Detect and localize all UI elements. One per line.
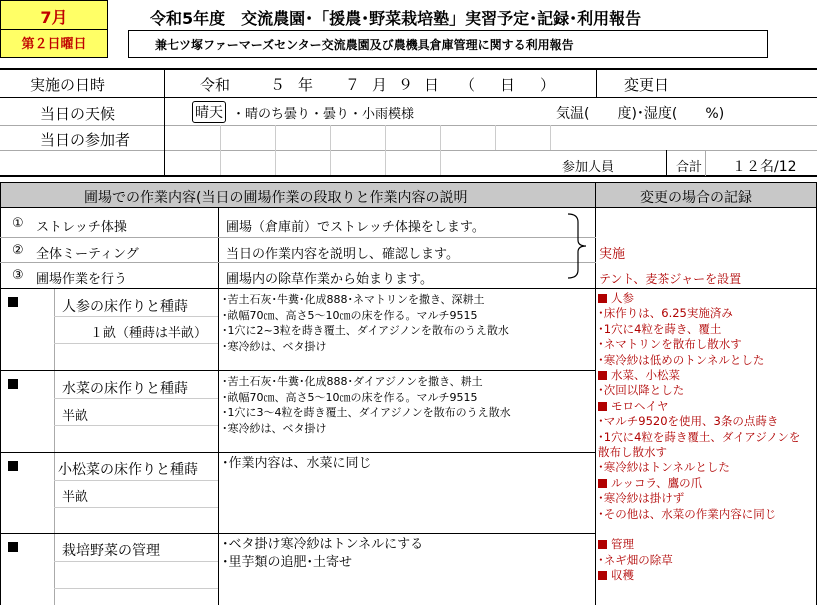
record-line: 収穫 (598, 568, 814, 583)
task-3-sub: 半畝 (62, 490, 89, 505)
record-bullet-icon (598, 371, 607, 380)
task-2-lines (222, 374, 511, 436)
weather-selected[interactable]: 晴天 (192, 101, 226, 123)
task-1-line: ･寒冷紗は、ベタ掛け (222, 339, 327, 353)
work-header: 圃場での作業内容(当日の圃場作業の段取りと作業内容の説明 (84, 190, 468, 206)
record-line: ルッコラ、鷹の爪 (598, 476, 814, 491)
step-3-desc: 圃場内の除草作業から始まります。 (226, 272, 433, 287)
record-line: ･寒冷紗はトンネルとした (598, 460, 730, 475)
date-day-unit: 日 (424, 76, 440, 94)
date-year: ５ (270, 76, 286, 94)
date-month: ７ (345, 76, 361, 94)
step-3-name: 圃場作業を行う (36, 272, 128, 287)
record-line: ･ネマトリンを散布し散水す (598, 337, 742, 352)
date-month-unit: 月 (372, 76, 388, 94)
weather-options: ・晴のち曇り・曇り・小雨模様 (232, 107, 415, 122)
task-1-bullet (8, 297, 18, 307)
total-label: 合計 (676, 160, 703, 175)
record-line: ･ネギ畑の除草 (598, 552, 673, 567)
temp-humidity: 気温( 度)･湿度( %) (556, 106, 725, 122)
task-1-line: ･畝幅70㎝、高さ5～10㎝の床を作る。マルチ9515 (222, 308, 478, 322)
record-bullet-icon (598, 571, 607, 580)
record-line: ･マルチ9520を使用、3条の点蒔き (598, 414, 779, 429)
info-block (0, 68, 817, 176)
record-bullet-icon (598, 402, 607, 411)
weekday-close: ） (540, 76, 556, 94)
task-4-name: 栽培野菜の管理 (62, 543, 160, 559)
date-year-unit: 年 (298, 76, 314, 94)
date-day: ９ (398, 76, 414, 94)
record-bullet-icon (598, 540, 607, 549)
step-2-desc: 当日の作業内容を説明し、確認します。 (226, 247, 459, 262)
weekday: 日 (500, 76, 516, 94)
task-1-name: 人参の床作りと種蒔 (62, 299, 188, 315)
record-line: ･1穴に4粒を蒔き覆土、ダイアジノンを (598, 429, 801, 444)
total-value: １２名/12 (732, 159, 797, 175)
task-2-sub: 半畝 (62, 409, 89, 424)
record-line: ･その他は、水菜の作業内容に同じ (598, 506, 777, 521)
step-1-num: ① (12, 216, 24, 231)
record-line: ･1穴に4粒を蒔き、覆土 (598, 321, 722, 336)
task-3-name: 小松菜の床作りと種蒔 (58, 462, 198, 478)
weather-label: 当日の天候 (40, 105, 116, 123)
step-1-name: ストレッチ体操 (36, 220, 127, 235)
step-3-note: テント、麦茶ジャーを設置 (599, 272, 742, 286)
member-label: 参加人員 (562, 160, 615, 175)
record-line: 水菜、小松菜 (598, 368, 814, 383)
task-4-lines (222, 536, 423, 572)
record-bullet-icon (598, 294, 607, 303)
record-line: ･寒冷紗は低めのトンネルとした (598, 352, 765, 367)
change-header: 変更の場合の記録 (640, 190, 752, 206)
task-1-line: ･1穴に2~3粒を蒔き覆土、ダイアジノンを散布のうえ散水 (222, 324, 509, 337)
step-3-num: ③ (12, 268, 24, 283)
step-1-desc: 圃場（倉庫前）でストレッチ体操をします。 (226, 220, 485, 235)
task-2-line: ･苦土石灰･牛糞･化成888･ダイアジノンを撒き、耕土 (222, 375, 483, 388)
participants-label: 当日の参加者 (40, 131, 131, 149)
step-2-num: ② (12, 243, 24, 258)
date-label: 実施の日時 (30, 76, 106, 94)
task-1-lines (222, 292, 509, 354)
date-era: 令和 (200, 76, 231, 94)
day-label: 第２日曜日 (21, 37, 87, 52)
record-line: ･床作りは、6.25実施済み (598, 306, 733, 321)
record-bullet-icon (598, 479, 607, 488)
task-4-line: ･里芋類の追肥･土寄せ (222, 555, 353, 570)
task-2-name: 水菜の床作りと種蒔 (62, 381, 188, 397)
records-list (598, 291, 814, 584)
record-line: ･次回以降とした (598, 383, 685, 398)
task-1-line: ･苦土石灰･牛糞･化成888･ネマトリンを撒き、深耕土 (222, 293, 485, 306)
record-line: モロヘイヤ (598, 399, 814, 414)
record-line: 散布し散水す (598, 445, 667, 460)
change-day-label: 変更日 (624, 76, 670, 94)
step-bracket (560, 212, 590, 282)
task-3-line: ･作業内容は、水菜に同じ (222, 456, 372, 471)
weekday-open: （ (460, 76, 476, 94)
step-2-name: 全体ミーティング (36, 247, 139, 262)
task-4-bullet (8, 542, 18, 552)
page-subtitle: 兼七ツ塚ファーマーズセンター交流農園及び農機具倉庫管理に関する利用報告 (155, 38, 574, 52)
record-line: 人参 (598, 291, 814, 306)
task-2-line: ･畝幅70㎝、高さ5～10㎝の床を作る。マルチ9515 (222, 390, 478, 404)
task-1-sub: １畝（種蒔は半畝） (90, 326, 208, 341)
task-2-line: ･1穴に3～4粒を蒔き覆土、ダイアジノンを散布のうえ散水 (222, 406, 511, 419)
page-title: 令和5年度 交流農園･「援農･野菜栽培塾」実習予定･記録･利用報告 (150, 9, 642, 28)
task-3-lines (222, 456, 372, 472)
month-label: 7月 (40, 8, 68, 27)
task-2-bullet (8, 379, 18, 389)
task-2-line: ･寒冷紗は、ベタ掛け (222, 421, 327, 435)
record-line (598, 522, 814, 537)
task-4-line: ･ベタ掛け寒冷紗はトンネルにする (222, 537, 424, 552)
step-2-note: 実施 (599, 247, 626, 262)
record-line: ･寒冷紗は掛けず (598, 491, 685, 506)
task-3-bullet (8, 461, 18, 471)
record-line: 管理 (598, 537, 814, 552)
